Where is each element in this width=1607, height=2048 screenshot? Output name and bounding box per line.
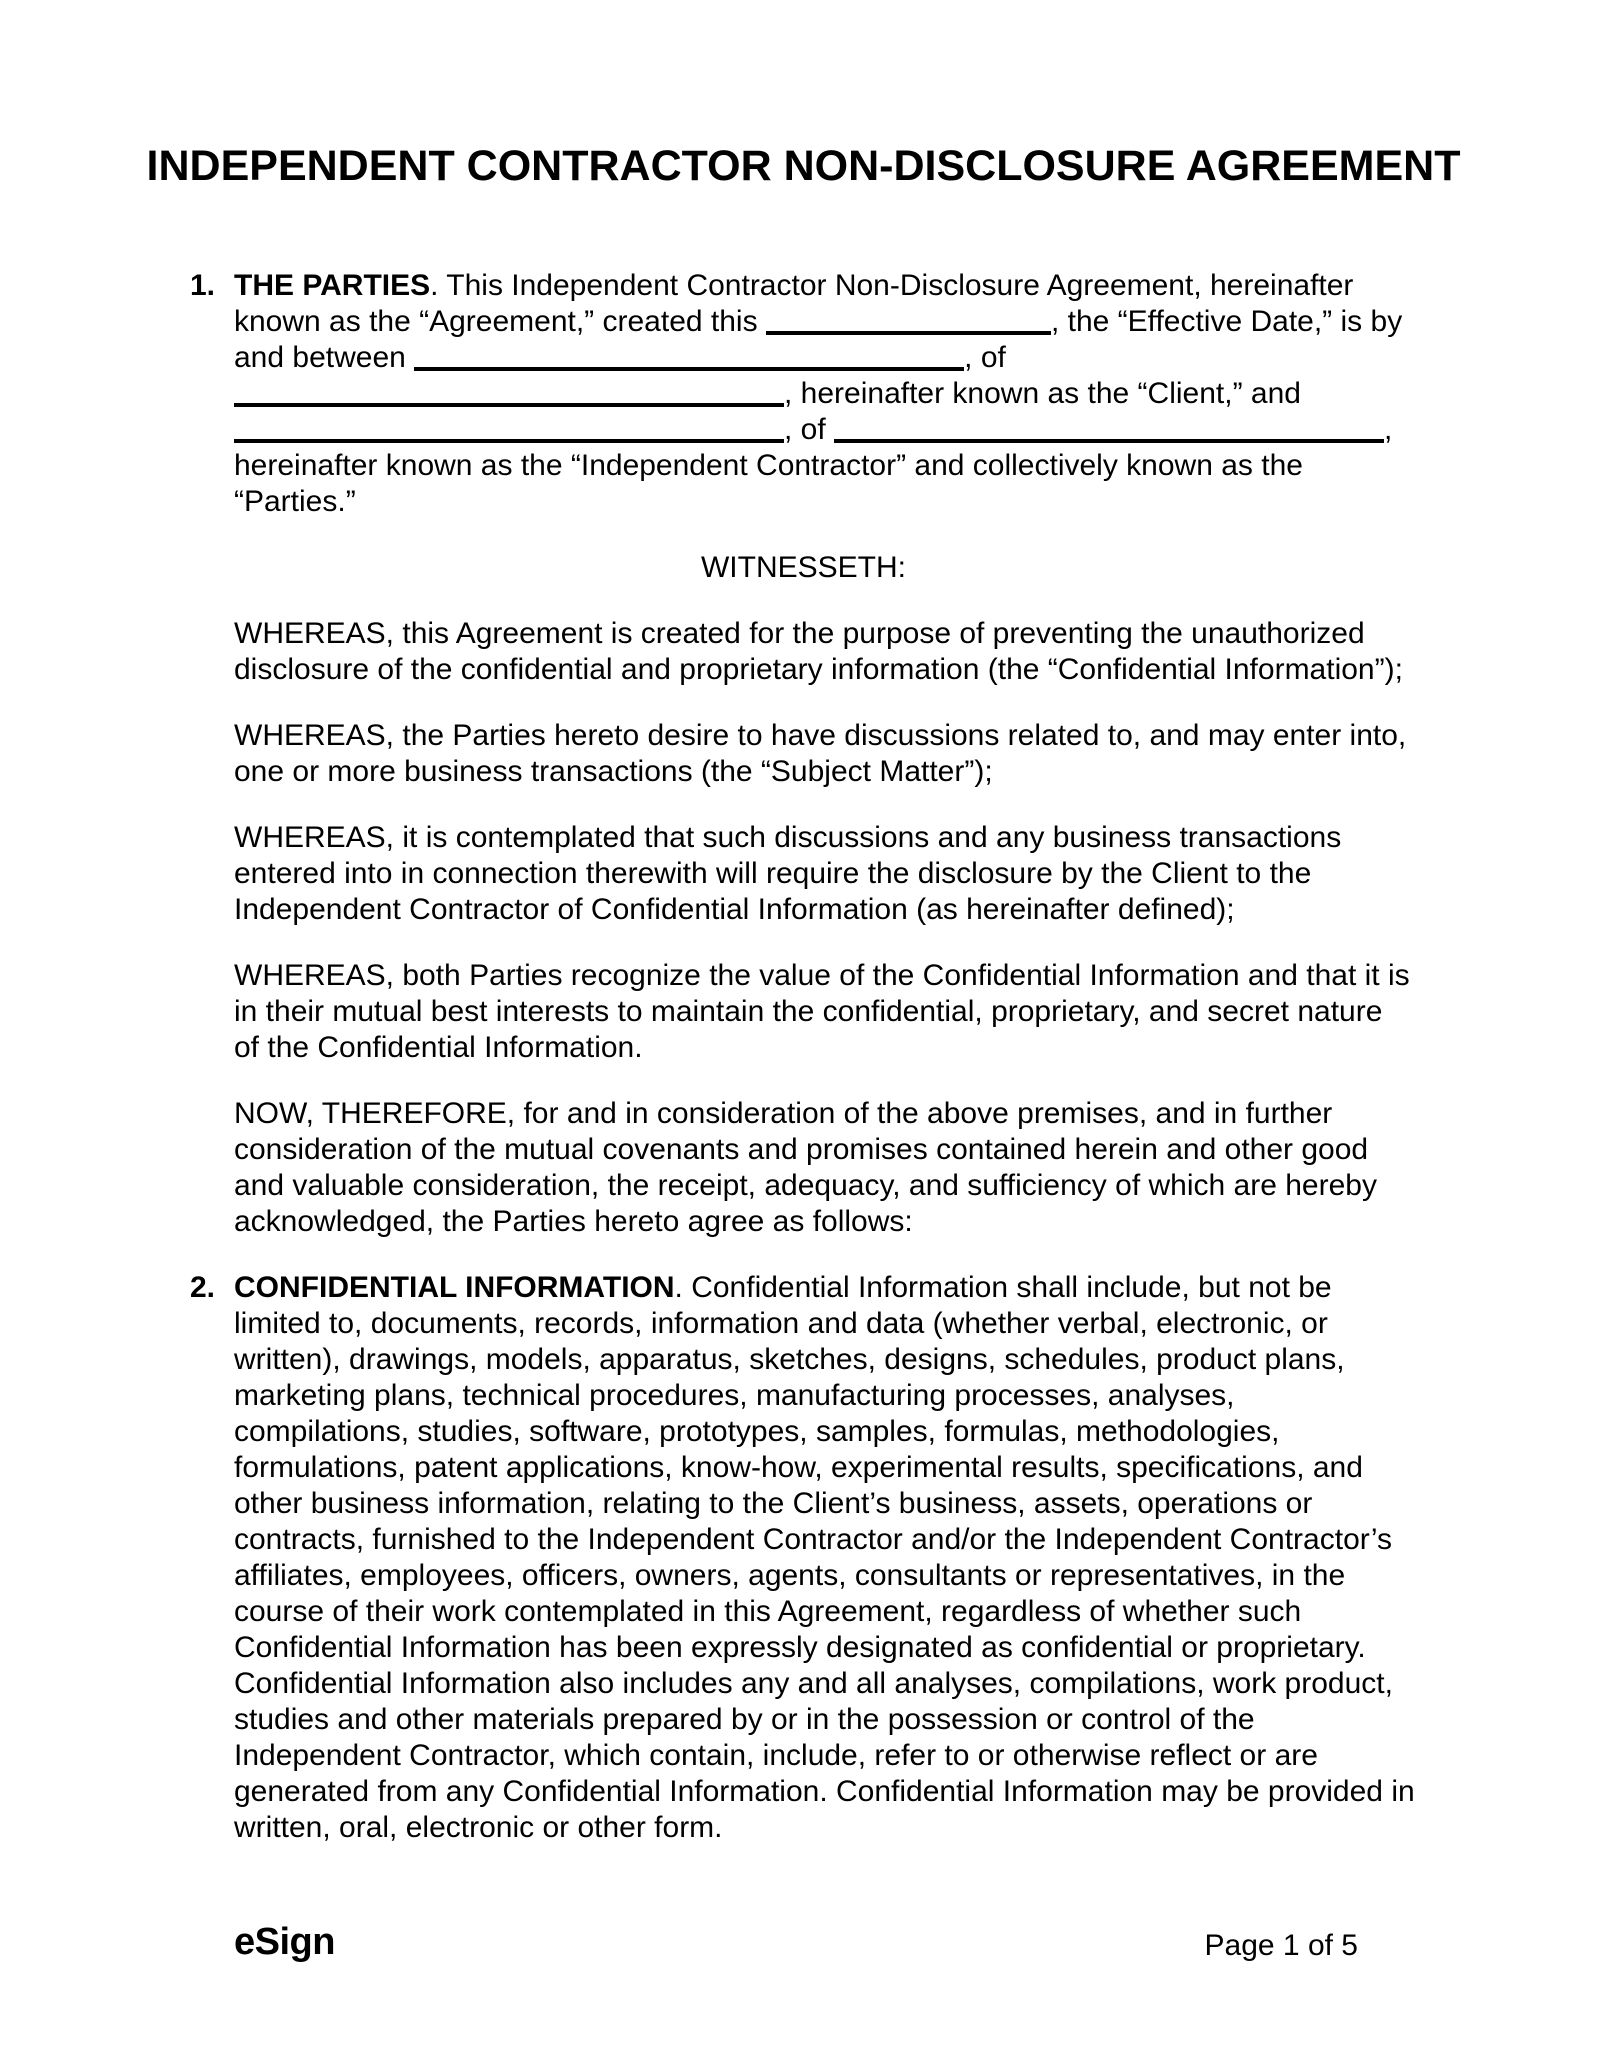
paragraph — [234, 958, 1415, 1066]
paragraph — [234, 718, 1415, 790]
numbered-section — [190, 1270, 1417, 1846]
esign-logo: eSign — [234, 1921, 335, 1963]
section-text — [234, 1270, 1415, 1846]
section-heading: CONFIDENTIAL INFORMATION — [234, 1271, 675, 1304]
fill-in-blank-line — [234, 413, 784, 443]
text-run: , of — [964, 341, 1006, 374]
text-run: WHEREAS, it is contemplated that such discussions and any business transactions entered into in connection therewith will require the disclosure by the Client to the Independent Contractor of Confidential Information (as hereinafter defined); — [234, 821, 1342, 926]
section-heading: THE PARTIES — [234, 269, 431, 302]
text-run: , hereinafter known as the “Independent Contractor” and collectively known as the “Parties.” — [234, 413, 1393, 518]
fill-in-blank-line — [766, 305, 1051, 335]
text-run: NOW, THEREFORE, for and in consideration of the above premises, and in further consideration of the mutual covenants and promises contained herein and other good and valuable consideration, the receipt, adequacy, and sufficiency of which are hereby acknowledged, the Parties hereto agree as follows: — [234, 1097, 1377, 1238]
text-run: . This Independent Contractor Non-Disclosure Agreement, hereinafter known as the “Agreement,” created this — [234, 269, 1354, 338]
document-title: INDEPENDENT CONTRACTOR NON-DISCLOSURE AGREEMENT — [146, 142, 1461, 190]
text-run: , hereinafter known as the “Client,” and — [784, 377, 1301, 410]
document-content — [146, 142, 1461, 1846]
document-body — [190, 268, 1417, 1846]
text-run: , of — [784, 413, 835, 446]
paragraph — [234, 616, 1415, 688]
section-number: 1. — [190, 269, 216, 302]
fill-in-blank-line — [414, 341, 964, 371]
text-run: WHEREAS, both Parties recognize the value of the Confidential Information and that it is in their mutual best interests to maintain the confidential, proprietary, and secret nature of the Confidential Information. — [234, 959, 1410, 1064]
witnesseth-heading — [190, 550, 1417, 586]
text-run: , the “Effective Date,” is by and between — [234, 305, 1403, 374]
fill-in-blank-line — [234, 377, 784, 407]
text-run: WITNESSETH: — [700, 551, 906, 584]
paragraph — [234, 820, 1415, 928]
text-run: WHEREAS, the Parties hereto desire to have discussions related to, and may enter into, one or more business transactions (the “Subject Matter”); — [234, 719, 1407, 788]
numbered-section — [190, 268, 1417, 520]
fill-in-blank-line — [834, 413, 1384, 443]
section-text — [234, 268, 1415, 520]
section-number: 2. — [190, 1271, 216, 1304]
page-number-label: Page 1 of 5 — [1204, 1929, 1358, 1962]
text-run: WHEREAS, this Agreement is created for the purpose of preventing the unauthorized disclosure of the confidential and proprietary information (the “Confidential Information”); — [234, 617, 1403, 686]
paragraph — [234, 1096, 1415, 1240]
text-run: . Confidential Information shall include, but not be limited to, documents, records, information and data (whether verbal, electronic, or written), drawings, models, apparatus, sketches, designs, schedules, product plans, marketing plans, technical procedures, manufacturing processes, analyses, compilations, studies, software, prototypes, samples, formulas, methodologies, formulations, patent applications, know-how, experimental results, specifications, and other business information, relating to the Client’s business, assets, operations or contracts, furnished to the Independent Contractor and/or the Independent Contractor’s affiliates, employees, officers, owners, agents, consultants or representatives, in the course of their work contemplated in this Agreement, regardless of whether such Confidential Information has been expressly designated as confidential or proprietary. Confidential Information also includes any and all analyses, compilations, work product, studies and other materials prepared by or in the possession or control of the Independent Contractor, which contain, include, refer to or otherwise reflect or are generated from any Confidential Information. Confidential Information may be provided in written, oral, electronic or other form. — [234, 1271, 1415, 1844]
